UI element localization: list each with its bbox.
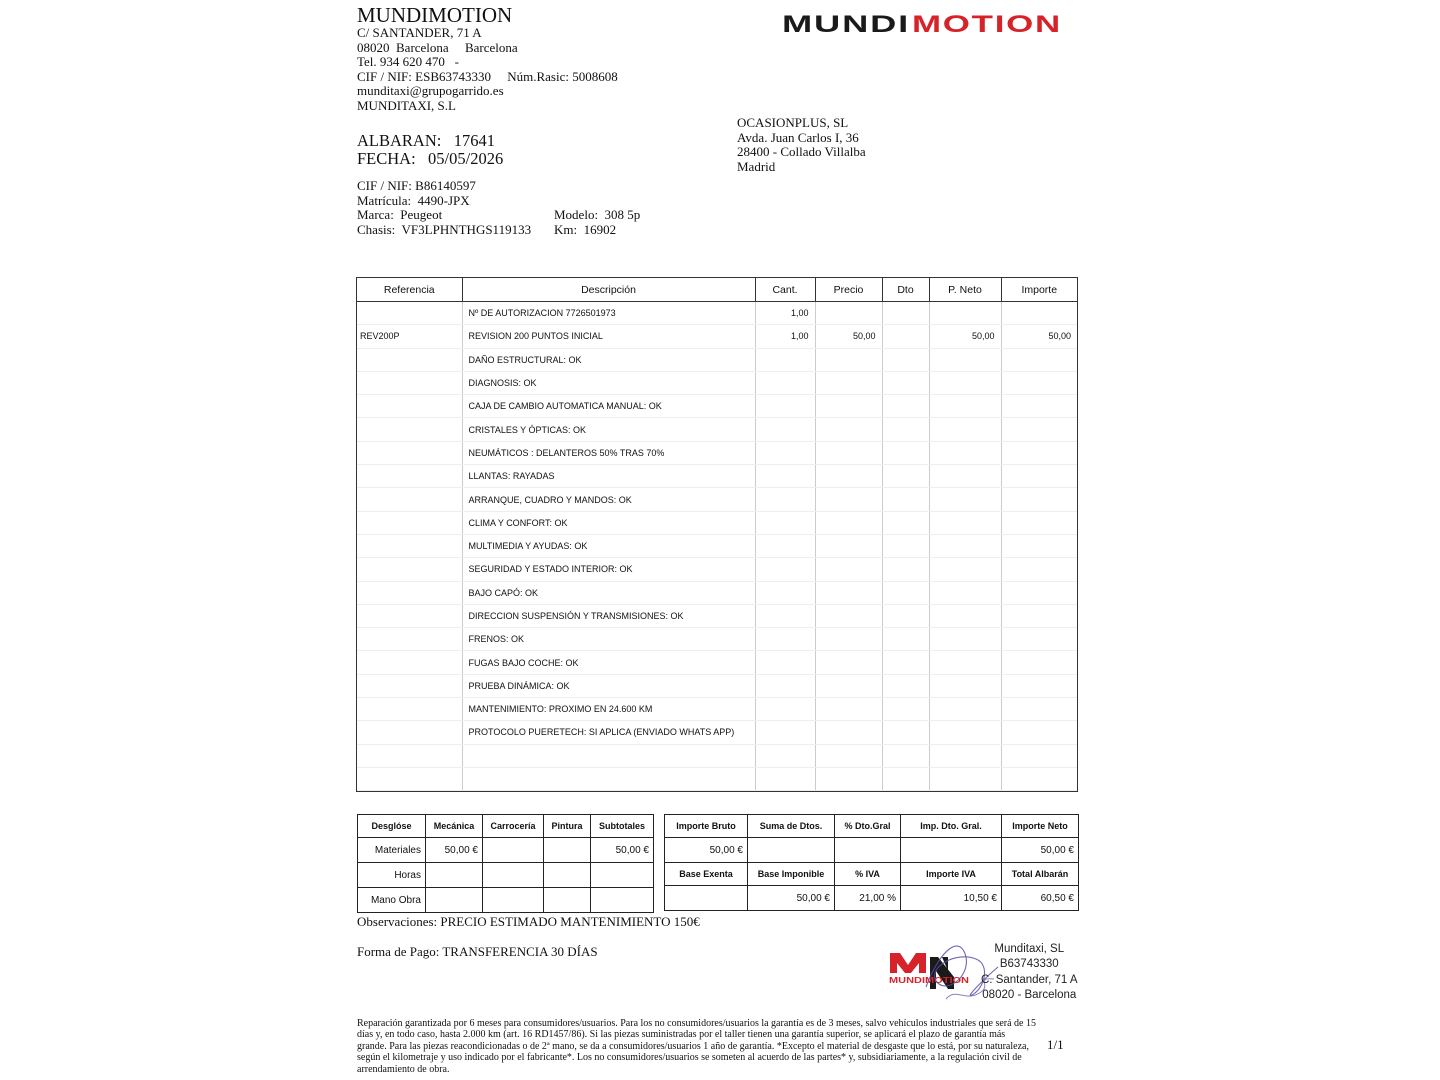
vehicle-chassis: Chasis: VF3LPHNTHGS119133 <box>357 221 532 237</box>
base-imponible-value: 50,00 € <box>748 886 835 911</box>
stamp-logo-text: MUNDIMOTION <box>889 976 970 985</box>
mundimotion-logo <box>782 9 1072 39</box>
cell-precio <box>815 488 882 511</box>
cell-precio <box>815 441 882 464</box>
table-row <box>357 348 1077 371</box>
cell-cantidad <box>755 371 815 394</box>
cell-referencia <box>357 511 462 534</box>
cell-dto <box>882 628 929 651</box>
cell-precio <box>815 558 882 581</box>
table-row <box>357 488 1077 511</box>
cell-precio <box>815 767 882 790</box>
cell-importe <box>1001 604 1077 627</box>
table-row <box>357 721 1077 744</box>
cell-descripcion: CAJA DE CAMBIO AUTOMATICA MANUAL: OK <box>462 395 755 418</box>
breakdown-cell <box>544 838 591 863</box>
breakdown-row-mano-obra <box>358 888 654 913</box>
cell-dto <box>882 418 929 441</box>
page-number: 1/1 <box>1047 1037 1064 1052</box>
table-row <box>357 581 1077 604</box>
cell-referencia <box>357 348 462 371</box>
cell-p-neto <box>929 744 1001 767</box>
cell-descripcion: DIRECCION SUSPENSIÓN Y TRANSMISIONES: OK <box>462 604 755 627</box>
cell-precio <box>815 302 882 325</box>
cell-descripcion: ARRANQUE, CUADRO Y MANDOS: OK <box>462 488 755 511</box>
cell-dto <box>882 721 929 744</box>
cell-referencia <box>357 581 462 604</box>
cell-p-neto <box>929 511 1001 534</box>
breakdown-cell <box>591 863 654 888</box>
cell-dto <box>882 581 929 604</box>
table-row <box>357 371 1077 394</box>
cell-referencia: REV200P <box>357 325 462 348</box>
cell-precio: 50,00 <box>815 325 882 348</box>
breakdown-label: Horas <box>358 863 426 888</box>
col-header-p-neto: P. Neto <box>929 278 1001 302</box>
breakdown-cell <box>483 838 544 863</box>
cell-dto <box>882 534 929 557</box>
stamp-text <box>981 942 1078 1003</box>
cell-cantidad: 1,00 <box>755 302 815 325</box>
breakdown-label: Mano Obra <box>358 888 426 913</box>
cell-importe <box>1001 371 1077 394</box>
cell-p-neto <box>929 348 1001 371</box>
cell-referencia <box>357 744 462 767</box>
totals-header-importe-iva: Importe IVA <box>901 863 1002 886</box>
cell-referencia <box>357 674 462 697</box>
cell-cantidad <box>755 651 815 674</box>
cell-p-neto <box>929 488 1001 511</box>
cell-precio <box>815 628 882 651</box>
cell-importe <box>1001 441 1077 464</box>
cell-referencia <box>357 534 462 557</box>
cell-descripcion: REVISION 200 PUNTOS INICIAL <box>462 325 755 348</box>
importe-bruto-value: 50,00 € <box>665 838 748 863</box>
breakdown-header-carroceria: Carrocería <box>483 815 544 838</box>
importe-iva-value: 10,50 € <box>901 886 1002 911</box>
payment-method: Forma de Pago: TRANSFERENCIA 30 DÍAS <box>357 944 598 959</box>
cell-importe <box>1001 348 1077 371</box>
cell-cantidad <box>755 395 815 418</box>
table-row <box>357 604 1077 627</box>
totals-table <box>664 814 1079 911</box>
total-albaran-value: 60,50 € <box>1002 886 1079 911</box>
dto-gral-value <box>835 838 901 863</box>
totals-header-base-imponible: Base Imponible <box>748 863 835 886</box>
cell-cantidad <box>755 674 815 697</box>
cell-cantidad <box>755 534 815 557</box>
cell-descripcion: FUGAS BAJO COCHE: OK <box>462 651 755 674</box>
cell-importe: 50,00 <box>1001 325 1077 348</box>
breakdown-cell: 50,00 € <box>591 838 654 863</box>
cell-dto <box>882 371 929 394</box>
cell-cantidad <box>755 604 815 627</box>
cell-cantidad <box>755 348 815 371</box>
cell-importe <box>1001 534 1077 557</box>
breakdown-cell <box>544 863 591 888</box>
company-info <box>357 4 618 114</box>
cell-precio <box>815 534 882 557</box>
cell-importe <box>1001 721 1077 744</box>
cell-precio <box>815 511 882 534</box>
breakdown-cell <box>426 888 483 913</box>
cell-p-neto <box>929 698 1001 721</box>
cell-precio <box>815 721 882 744</box>
cell-importe <box>1001 651 1077 674</box>
cell-importe <box>1001 395 1077 418</box>
table-row <box>357 534 1077 557</box>
importe-neto-value: 50,00 € <box>1002 838 1079 863</box>
cell-referencia <box>357 767 462 790</box>
col-header-referencia: Referencia <box>357 278 462 302</box>
recipient-address <box>737 116 866 174</box>
cell-precio <box>815 744 882 767</box>
recipient-street: Avda. Juan Carlos I, 36 <box>737 129 859 145</box>
table-row <box>357 441 1077 464</box>
totals-header-imp-dto-gral: Imp. Dto. Gral. <box>901 815 1002 838</box>
cell-dto <box>882 395 929 418</box>
cell-p-neto <box>929 371 1001 394</box>
cell-descripcion: Nº DE AUTORIZACION 7726501973 <box>462 302 755 325</box>
cell-descripcion: SEGURIDAD Y ESTADO INTERIOR: OK <box>462 558 755 581</box>
breakdown-cell: 50,00 € <box>426 838 483 863</box>
cell-descripcion: PRUEBA DINÁMICA: OK <box>462 674 755 697</box>
recipient-province: Madrid <box>737 158 776 174</box>
logo-text-motion: MOTION <box>912 11 1062 38</box>
table-row <box>357 674 1077 697</box>
albaran-number: ALBARAN: 17641 <box>357 131 495 150</box>
stamp-address: C. Santander, 71 A <box>981 973 1078 986</box>
table-row <box>357 302 1077 325</box>
cell-importe <box>1001 744 1077 767</box>
breakdown-header-desglose: Desglóse <box>358 815 426 838</box>
cell-dto <box>882 767 929 790</box>
cell-precio <box>815 348 882 371</box>
svg-text:MOTION <box>912 11 1062 38</box>
cell-referencia <box>357 465 462 488</box>
breakdown-cell <box>544 888 591 913</box>
cell-p-neto: 50,00 <box>929 325 1001 348</box>
cell-dto <box>882 651 929 674</box>
cell-cantidad <box>755 698 815 721</box>
cell-p-neto <box>929 534 1001 557</box>
cell-descripcion: BAJO CAPÓ: OK <box>462 581 755 604</box>
iva-percent-value: 21,00 % <box>835 886 901 911</box>
cell-cantidad <box>755 767 815 790</box>
svg-text:MUNDI <box>782 11 910 38</box>
totals-header-iva: % IVA <box>835 863 901 886</box>
cell-referencia <box>357 395 462 418</box>
table-row <box>357 698 1077 721</box>
cell-referencia <box>357 558 462 581</box>
breakdown-header-subtotales: Subtotales <box>591 815 654 838</box>
stamp-company: Munditaxi, SL <box>994 943 1065 955</box>
totals-row-1 <box>665 838 1079 863</box>
stamp-city: 08020 - Barcelona <box>982 988 1077 1001</box>
table-row <box>357 744 1077 767</box>
cell-precio <box>815 465 882 488</box>
breakdown-cell <box>483 863 544 888</box>
cell-descripcion: MULTIMEDIA Y AYUDAS: OK <box>462 534 755 557</box>
table-row <box>357 395 1077 418</box>
cell-precio <box>815 651 882 674</box>
cell-cantidad <box>755 721 815 744</box>
company-city: 08020 Barcelona Barcelona <box>357 39 518 55</box>
cell-descripcion: LLANTAS: RAYADAS <box>462 465 755 488</box>
cell-dto <box>882 441 929 464</box>
table-row <box>357 767 1077 790</box>
cell-p-neto <box>929 558 1001 581</box>
cell-dto <box>882 325 929 348</box>
company-phone: Tel. 934 620 470 - <box>357 54 459 70</box>
cell-referencia <box>357 418 462 441</box>
cell-descripcion: CRISTALES Y ÓPTICAS: OK <box>462 418 755 441</box>
cell-descripcion: PROTOCOLO PUERETECH: SI APLICA (ENVIADO WHATS APP) <box>462 721 755 744</box>
cell-cantidad <box>755 418 815 441</box>
albaran-date: FECHA: 05/05/2026 <box>357 149 504 168</box>
cell-descripcion: DAÑO ESTRUCTURAL: OK <box>462 348 755 371</box>
cell-referencia <box>357 441 462 464</box>
warranty-legal-text: Reparación garantizada por 6 meses para consumidores/usuarios. Para los no consumidores/usuarios la garantía es de 3 meses, salvo vehículos industriales que será de 15 días y, en todo caso, hasta 2.000 km (art. 16 RD1457/86). Si las piezas suministradas por el taller tienen una garantía superior, se aplicará el plazo de garantía más grande. Para las piezas reacondicionadas o de 2ª mano, se da a consumidores/usuarios 1 año de garantía. *Excepto el material de desgaste que lo está, por su naturaleza, según el kilometraje y uso indicado por el fabricante*. Los no consumidores/usuarios se someten al acuerdo de las partes* y, subsidiariamente, a la regulación civil de arrendamiento de obra. <box>357 1018 1036 1075</box>
totals-header-total-albaran: Total Albarán <box>1002 863 1079 886</box>
totals-header-importe-neto: Importe Neto <box>1002 815 1079 838</box>
vehicle-km: Km: 16902 <box>554 221 617 237</box>
cell-precio <box>815 371 882 394</box>
company-name: MUNDIMOTION <box>357 3 513 27</box>
cell-referencia <box>357 651 462 674</box>
cell-cantidad <box>755 581 815 604</box>
totals-header-base-exenta: Base Exenta <box>665 863 748 886</box>
cell-referencia <box>357 371 462 394</box>
cell-importe <box>1001 465 1077 488</box>
cell-cantidad: 1,00 <box>755 325 815 348</box>
breakdown-table <box>357 814 654 913</box>
totals-header-importe-bruto: Importe Bruto <box>665 815 748 838</box>
cell-p-neto <box>929 674 1001 697</box>
document-meta <box>357 132 503 168</box>
vehicle-info <box>357 179 757 237</box>
cell-p-neto <box>929 628 1001 651</box>
customer-cif: CIF / NIF: B86140597 <box>357 178 476 193</box>
cell-referencia <box>357 302 462 325</box>
col-header-precio: Precio <box>815 278 882 302</box>
cell-cantidad <box>755 465 815 488</box>
breakdown-row-materiales <box>358 838 654 863</box>
cell-descripcion <box>462 744 755 767</box>
cell-dto <box>882 511 929 534</box>
cell-descripcion: DIAGNOSIS: OK <box>462 371 755 394</box>
cell-p-neto <box>929 441 1001 464</box>
col-header-cantidad: Cant. <box>755 278 815 302</box>
table-row <box>357 325 1077 348</box>
table-row <box>357 511 1077 534</box>
cell-dto <box>882 698 929 721</box>
base-exenta-value <box>665 886 748 911</box>
cell-descripcion: FRENOS: OK <box>462 628 755 651</box>
cell-descripcion <box>462 767 755 790</box>
table-header-row <box>357 278 1077 302</box>
cell-cantidad <box>755 441 815 464</box>
cell-cantidad <box>755 628 815 651</box>
cell-importe <box>1001 698 1077 721</box>
cell-p-neto <box>929 418 1001 441</box>
cell-dto <box>882 558 929 581</box>
cell-precio <box>815 604 882 627</box>
company-email: munditaxi@grupogarrido.es <box>357 83 504 99</box>
cell-p-neto <box>929 651 1001 674</box>
cell-importe <box>1001 581 1077 604</box>
logo-text-mundi: MUNDI <box>782 11 910 38</box>
cell-referencia <box>357 698 462 721</box>
breakdown-row-horas <box>358 863 654 888</box>
cell-p-neto <box>929 581 1001 604</box>
col-header-importe: Importe <box>1001 278 1077 302</box>
breakdown-header-mecanica: Mecánica <box>426 815 483 838</box>
recipient-city: 28400 - Collado Villalba <box>737 144 866 160</box>
cell-importe <box>1001 488 1077 511</box>
col-header-descripcion: Descripción <box>462 278 755 302</box>
cell-precio <box>815 418 882 441</box>
table-row <box>357 628 1077 651</box>
cell-precio <box>815 674 882 697</box>
breakdown-cell <box>591 888 654 913</box>
cell-p-neto <box>929 302 1001 325</box>
table-row <box>357 465 1077 488</box>
imp-dto-gral-value <box>901 838 1002 863</box>
totals-header-suma-dtos: Suma de Dtos. <box>748 815 835 838</box>
suma-dtos-value <box>748 838 835 863</box>
company-address: C/ SANTANDER, 71 A <box>357 25 482 40</box>
cell-dto <box>882 674 929 697</box>
cell-descripcion: MANTENIMIENTO: PROXIMO EN 24.600 KM <box>462 698 755 721</box>
cell-importe <box>1001 628 1077 651</box>
breakdown-header-pintura: Pintura <box>544 815 591 838</box>
totals-header-dto-gral: % Dto.Gral <box>835 815 901 838</box>
cell-cantidad <box>755 744 815 767</box>
cell-p-neto <box>929 767 1001 790</box>
items-table <box>356 277 1078 792</box>
stamp-cif: B63743330 <box>999 958 1059 971</box>
totals-row-2 <box>665 886 1079 911</box>
table-row <box>357 418 1077 441</box>
recipient-name: OCASIONPLUS, SL <box>737 115 849 130</box>
cell-cantidad <box>755 511 815 534</box>
breakdown-cell <box>483 888 544 913</box>
breakdown-label: Materiales <box>358 838 426 863</box>
cell-referencia <box>357 721 462 744</box>
cell-cantidad <box>755 488 815 511</box>
cell-dto <box>882 348 929 371</box>
cell-importe <box>1001 418 1077 441</box>
company-cif: CIF / NIF: ESB63743330 Núm.Rasic: 5008608 <box>357 68 618 84</box>
cell-dto <box>882 465 929 488</box>
cell-descripcion: NEUMÁTICOS : DELANTEROS 50% TRAS 70% <box>462 441 755 464</box>
cell-descripcion: CLIMA Y CONFORT: OK <box>462 511 755 534</box>
cell-importe <box>1001 511 1077 534</box>
company-legal-name: MUNDITAXI, S.L <box>357 97 456 113</box>
cell-precio <box>815 395 882 418</box>
cell-p-neto <box>929 465 1001 488</box>
cell-referencia <box>357 488 462 511</box>
cell-dto <box>882 488 929 511</box>
cell-dto <box>882 744 929 767</box>
table-row <box>357 651 1077 674</box>
vehicle-plate: Matrícula: 4490-JPX <box>357 192 470 208</box>
cell-cantidad <box>755 558 815 581</box>
vehicle-model: Modelo: 308 5p <box>554 207 641 223</box>
cell-precio <box>815 698 882 721</box>
cell-dto <box>882 302 929 325</box>
cell-dto <box>882 604 929 627</box>
cell-p-neto <box>929 721 1001 744</box>
cell-importe <box>1001 674 1077 697</box>
col-header-dto: Dto <box>882 278 929 302</box>
observations: Observaciones: PRECIO ESTIMADO MANTENIMIENTO 150€ <box>357 914 700 929</box>
cell-precio <box>815 581 882 604</box>
cell-importe <box>1001 558 1077 581</box>
cell-importe <box>1001 302 1077 325</box>
cell-p-neto <box>929 395 1001 418</box>
cell-referencia <box>357 628 462 651</box>
cell-referencia <box>357 604 462 627</box>
cell-p-neto <box>929 604 1001 627</box>
vehicle-brand: Marca: Peugeot <box>357 207 443 223</box>
cell-importe <box>1001 767 1077 790</box>
breakdown-cell <box>426 863 483 888</box>
table-row <box>357 558 1077 581</box>
